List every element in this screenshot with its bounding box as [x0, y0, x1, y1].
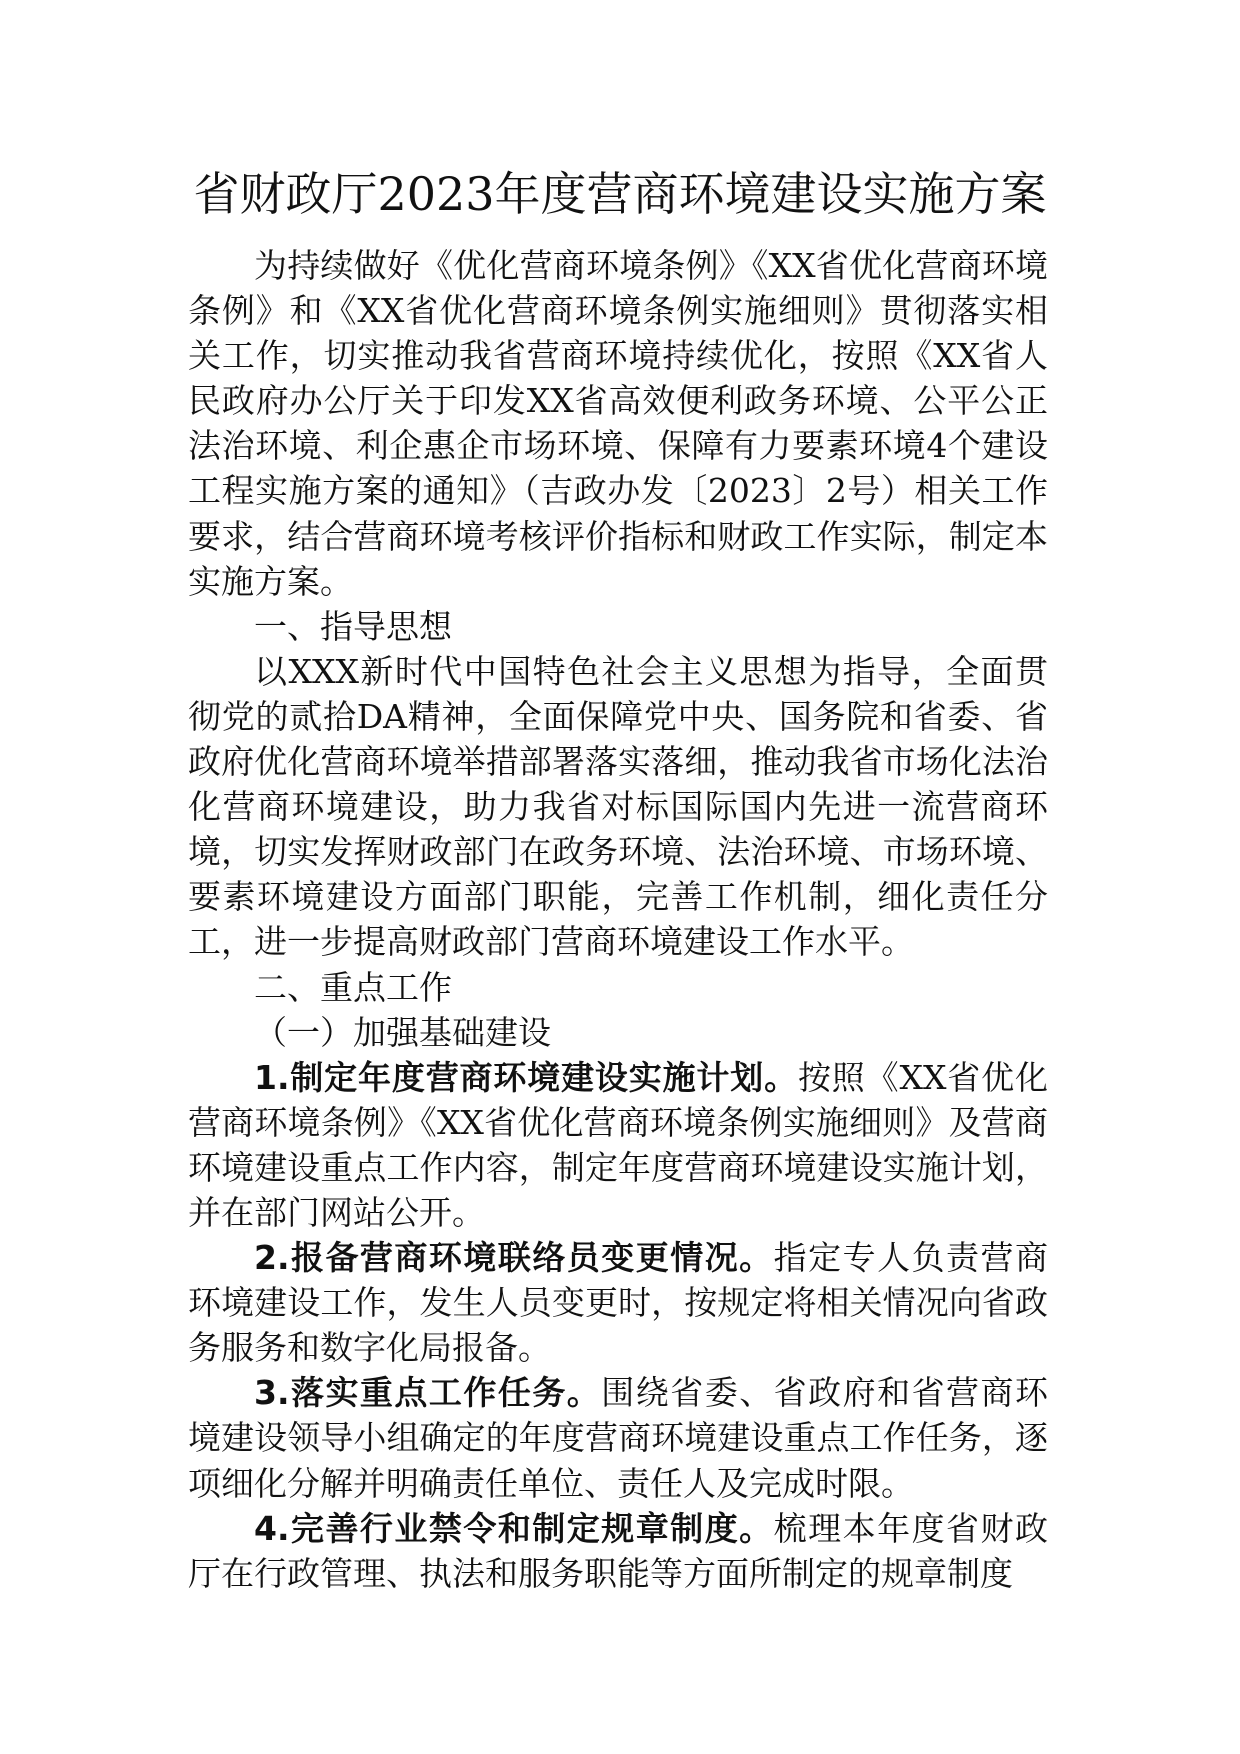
list-item — [188, 1506, 1048, 1596]
item-text: 围绕省委、省政府和省营商环境建设领导小组确定的年度营商环境建设重点工作任务，逐项细化分解并明确责任单位、责任人及完成时限。 — [188, 1373, 1049, 1503]
list-item — [188, 1370, 1048, 1505]
section-heading-key-work: 二、重点工作 — [254, 967, 452, 1007]
document-body — [188, 243, 1048, 1596]
section-heading-guiding-thought: 一、指导思想 — [254, 606, 452, 646]
sub-heading-basic-construction: （一）加强基础建设 — [254, 1012, 551, 1052]
item-lead: 4.完善行业禁令和制定规章制度。 — [254, 1508, 774, 1548]
item-lead: 1.制定年度营商环境建设实施计划。 — [254, 1057, 798, 1097]
item-text: 指定专人负责营商环境建设工作，发生人员变更时，按规定将相关情况向省政务服务和数字化局报备。 — [188, 1238, 1049, 1368]
intro-paragraph: 为持续做好《优化营商环境条例》《XX省优化营商环境条例》和《XX省优化营商环境条例实施细则》贯彻落实相关工作，切实推动我省营商环境持续优化，按照《XX省人民政府办公厅关于印发XX省高效便利政务环境、公平公正法治环境、利企惠企市场环境、保障有力要素环境4个建设工程实施方案的通知》（吉政办发〔2023〕2号）相关工作要求，结合营商环境考核评价指标和财政工作实际，制定本实施方案。 — [188, 246, 1048, 601]
item-text: 按照《XX省优化营商环境条例》《XX省优化营商环境条例实施细则》及营商环境建设重点工作内容，制定年度营商环境建设实施计划，并在部门网站公开。 — [188, 1057, 1048, 1232]
list-item — [188, 1055, 1048, 1235]
item-lead: 3.落实重点工作任务。 — [254, 1373, 602, 1413]
item-lead: 2.报备营商环境联络员变更情况。 — [254, 1238, 774, 1278]
list-item — [188, 1235, 1048, 1370]
item-text: 梳理本年度省财政厅在行政管理、执法和服务职能等方面所制定的规章制度 — [188, 1508, 1049, 1593]
guiding-thought-paragraph: 以XXX新时代中国特色社会主义思想为指导，全面贯彻党的贰拾DA精神，全面保障党中央、国务院和省委、省政府优化营商环境举措部署落实落细，推动我省市场化法治化营商环境建设，助力我省对标国际国内先进一流营商环境，切实发挥财政部门在政务环境、法治环境、市场环境、要素环境建设方面部门职能，完善工作机制，细化责任分工，进一步提高财政部门营商环境建设工作水平。 — [188, 651, 1048, 962]
document-title: 省财政厅2023年度营商环境建设实施方案 — [193, 167, 1047, 221]
